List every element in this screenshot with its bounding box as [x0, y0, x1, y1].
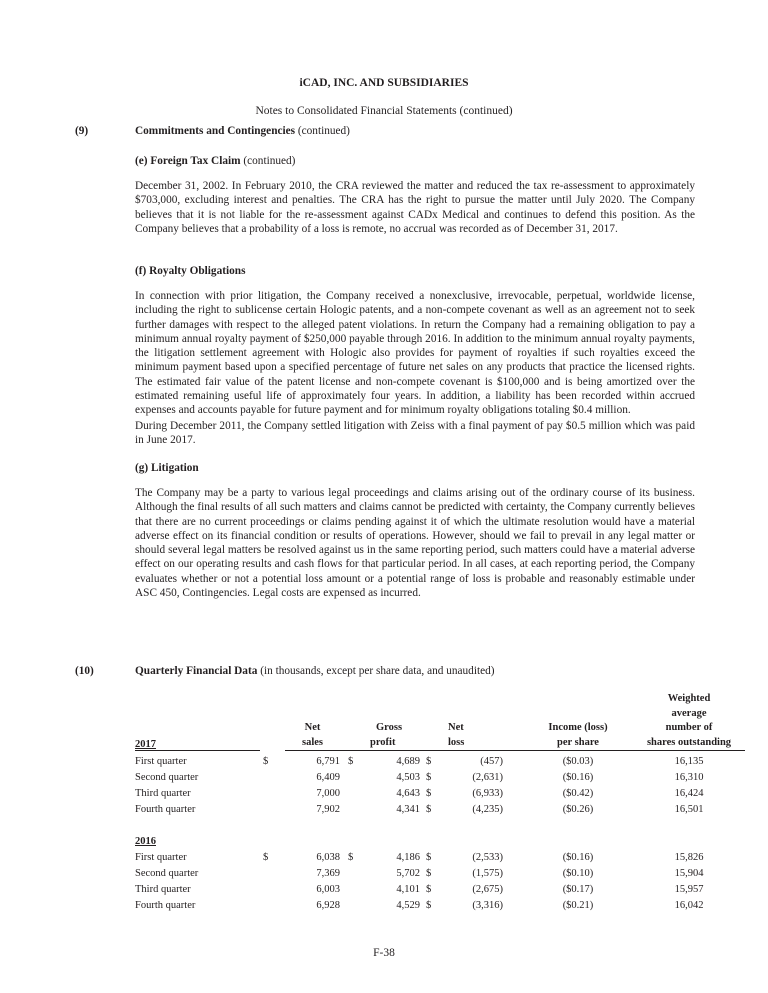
header-line: Net [448, 722, 464, 733]
currency-symbol: $ [426, 900, 432, 911]
paragraph-text: December 31, 2002. In February 2010, the CRA reviewed the matter and reduced the tax re-assessment to approximately $703,000, excluding interest and penalties. The CRA has the right to pursue the matter until July 2020. The Company believes that it is not liable for the re-assessment against CADx Medical and continues to defend this position. As the Company believes that a probability of a loss is remote, no accrual was recorded as of December 31, 2017. [135, 180, 695, 235]
net-sales-value: 7,902 [316, 804, 340, 815]
year-label: 2017 [135, 739, 156, 750]
subsection-f-title: (f) Royalty Obligations [135, 265, 246, 277]
empty-cell [340, 799, 370, 815]
empty-cell [340, 767, 370, 783]
gross-profit-value: 4,643 [396, 788, 420, 799]
currency-symbol: $ [426, 788, 432, 799]
section-10-title: Quarterly Financial Data [135, 665, 258, 677]
header-line: loss [448, 736, 465, 748]
net-loss-value: (4,235) [472, 804, 503, 815]
table-row [135, 783, 745, 799]
spacer-cell [420, 692, 448, 751]
section-10-number: (10) [75, 665, 94, 677]
currency-symbol: $ [426, 772, 432, 783]
currency-symbol: $ [348, 756, 354, 767]
litigation-paragraph [135, 486, 695, 600]
section-9-title: Commitments and Contingencies [135, 125, 296, 137]
quarter-label: First quarter [135, 852, 187, 863]
quarter-label: Second quarter [135, 772, 199, 783]
quarter-label: Fourth quarter [135, 900, 196, 911]
net-sales-value: 6,038 [316, 852, 340, 863]
shares-value: 16,501 [674, 804, 704, 815]
section-9-number: (9) [75, 125, 89, 137]
net-loss-value: (457) [480, 756, 503, 767]
company-title: iCAD, INC. AND SUBSIDIARIES [299, 77, 469, 89]
eps-value: ($0.16) [562, 852, 594, 863]
spacer-cell [135, 815, 745, 831]
header-line: number of [665, 722, 713, 733]
eps-value: ($0.10) [562, 868, 594, 879]
table-row [135, 879, 745, 895]
net-loss-value: (6,933) [472, 788, 503, 799]
table-body-2016 [135, 847, 745, 911]
empty-cell [260, 879, 285, 895]
shares-value: 16,424 [674, 788, 704, 799]
table-row [135, 895, 745, 911]
header-line: Weighted [667, 693, 711, 704]
header-line: Net [304, 722, 321, 733]
quarter-label: Fourth quarter [135, 804, 196, 815]
col-header-shares [633, 692, 745, 751]
net-loss-value: (2,533) [472, 852, 503, 863]
shares-value: 16,135 [674, 756, 704, 767]
spacer-cell [260, 692, 285, 751]
spacer-row [135, 815, 745, 831]
empty-cell [260, 799, 285, 815]
net-loss-value: (1,575) [472, 868, 503, 879]
eps-value: ($0.21) [562, 900, 594, 911]
currency-symbol: $ [426, 804, 432, 815]
net-sales-value: 6,003 [316, 884, 340, 895]
header-line: Gross [376, 722, 403, 733]
currency-symbol: $ [426, 868, 432, 879]
eps-value: ($0.16) [562, 772, 594, 783]
gross-profit-value: 4,529 [396, 900, 420, 911]
col-header-eps [503, 692, 633, 751]
net-sales-value: 7,000 [316, 788, 340, 799]
paragraph-text: In connection with prior litigation, the Company received a nonexclusive, irrevocable, perpetual, worldwide license, including the right to sublicense certain Hologic patents, and a non-compete covenant as well as an agreement not to seek further damages with respect to the alleged patent violations. In return the Company had a remaining obligation to pay a minimum annual royalty payment of $250,000 payable through 2016. In addition to the minimum annual royalty payments, the litigation settlement agreement with Hologic also provides for payment of royalties if such royalties exceed the minimum payment based upon a specified percentage of future net sales on any products that practice the licensed rights. The estimated fair value of the patent license and non-compete covenant is $100,000 and is being amortized over the estimated remaining useful life of approximately four years. In addition, a liability has been recorded within accrued expenses and accounts payable for future payment and for minimum royalty obligations totaling $0.4 million. [135, 290, 695, 417]
net-sales-value: 6,409 [316, 772, 340, 783]
col-header-net-sales [285, 692, 340, 751]
net-loss-value: (2,675) [472, 884, 503, 895]
shares-value: 15,904 [674, 868, 704, 879]
currency-symbol: $ [426, 852, 432, 863]
header-line: shares outstanding [646, 736, 732, 748]
table-row [135, 847, 745, 863]
col-header-net-loss [448, 692, 503, 751]
table-header-row [135, 692, 745, 751]
paragraph-text: The Company may be a party to various legal proceedings and claims arising out of the ordinary course of its business. Although the final results of all such matters and claims cannot be predicted with certainty, the Company currently believes that there are no current proceedings or claims pending against it of which the ultimate resolution would have a material adverse effect on its financial condition or results of operations. However, should we fail to prevail in any legal matter or should several legal matters be resolved against us in the same reporting period, such matters could have a material adverse effect on our operating results and cash flows for that particular period. In all cases, at each reporting period, the Company evaluates whether or not a potential loss amount or a potential range of loss is probable and reasonably estimable under ASC 450, Contingencies. Legal costs are expensed as incurred. [135, 487, 695, 600]
eps-value: ($0.26) [562, 804, 594, 815]
eps-value: ($0.17) [562, 884, 594, 895]
currency-symbol: $ [348, 852, 354, 863]
empty-cell [260, 863, 285, 879]
page-number: F-38 [373, 947, 395, 959]
quarter-label: First quarter [135, 756, 187, 767]
net-sales-value: 7,369 [316, 868, 340, 879]
empty-cell [260, 895, 285, 911]
currency-symbol: $ [426, 756, 432, 767]
col-header-gross-profit [370, 692, 420, 751]
section-9-heading [135, 125, 350, 137]
zeiss-settlement-paragraph [135, 419, 695, 448]
spacer-cell [340, 692, 370, 751]
header-line: Income (loss) [548, 722, 608, 733]
page-subtitle: Notes to Consolidated Financial Statements (continued) [255, 105, 513, 117]
table-row [135, 863, 745, 879]
table-row [135, 767, 745, 783]
shares-value: 16,042 [674, 900, 704, 911]
gross-profit-value: 4,101 [396, 884, 420, 895]
paragraph-text: During December 2011, the Company settled litigation with Zeiss with a final payment of pay $0.5 million which was paid in June 2017. [135, 420, 695, 447]
quarter-label: Third quarter [135, 788, 191, 799]
subsection-e-title: (e) Foreign Tax Claim [135, 155, 241, 167]
royalty-obligations-paragraph [135, 289, 695, 418]
subsection-e-heading [135, 155, 295, 167]
shares-value: 16,310 [674, 772, 704, 783]
empty-cell [340, 863, 370, 879]
subsection-g-title: (g) Litigation [135, 462, 199, 474]
section-10-heading [135, 665, 495, 677]
header-line: average [671, 707, 707, 719]
subsection-e-suffix: (continued) [240, 155, 296, 167]
section-10-title-suffix: (in thousands, except per share data, and unaudited) [257, 665, 495, 677]
net-loss-value: (3,316) [472, 900, 503, 911]
table-body-2017 [135, 751, 745, 816]
currency-symbol: $ [263, 756, 269, 767]
shares-value: 15,826 [674, 852, 704, 863]
header-line: sales [302, 736, 323, 748]
gross-profit-value: 4,503 [396, 772, 420, 783]
empty-cell [340, 895, 370, 911]
eps-value: ($0.03) [562, 756, 594, 767]
gross-profit-value: 4,689 [396, 756, 420, 767]
gross-profit-value: 5,702 [396, 868, 420, 879]
quarter-label: Third quarter [135, 884, 191, 895]
section-9-title-suffix: (continued) [295, 125, 350, 137]
quarterly-financial-table [135, 692, 745, 911]
table-row [135, 799, 745, 815]
empty-cell [260, 783, 285, 799]
net-loss-value: (2,631) [472, 772, 503, 783]
gross-profit-value: 4,186 [396, 852, 420, 863]
quarter-label: Second quarter [135, 868, 199, 879]
year-header-row-2016 [135, 831, 745, 847]
header-line: per share [557, 736, 599, 748]
header-line: profit [370, 736, 396, 748]
eps-value: ($0.42) [562, 788, 594, 799]
gross-profit-value: 4,341 [396, 804, 420, 815]
empty-cell [340, 783, 370, 799]
year-label: 2016 [135, 836, 156, 847]
net-sales-value: 6,791 [316, 756, 340, 767]
empty-cell [340, 879, 370, 895]
shares-value: 15,957 [674, 884, 704, 895]
foreign-tax-claim-paragraph [135, 179, 695, 236]
table-row [135, 751, 745, 768]
empty-cell [260, 767, 285, 783]
currency-symbol: $ [426, 884, 432, 895]
net-sales-value: 6,928 [316, 900, 340, 911]
year-header-2017 [135, 692, 260, 751]
currency-symbol: $ [263, 852, 269, 863]
year-header-2016 [135, 831, 745, 847]
